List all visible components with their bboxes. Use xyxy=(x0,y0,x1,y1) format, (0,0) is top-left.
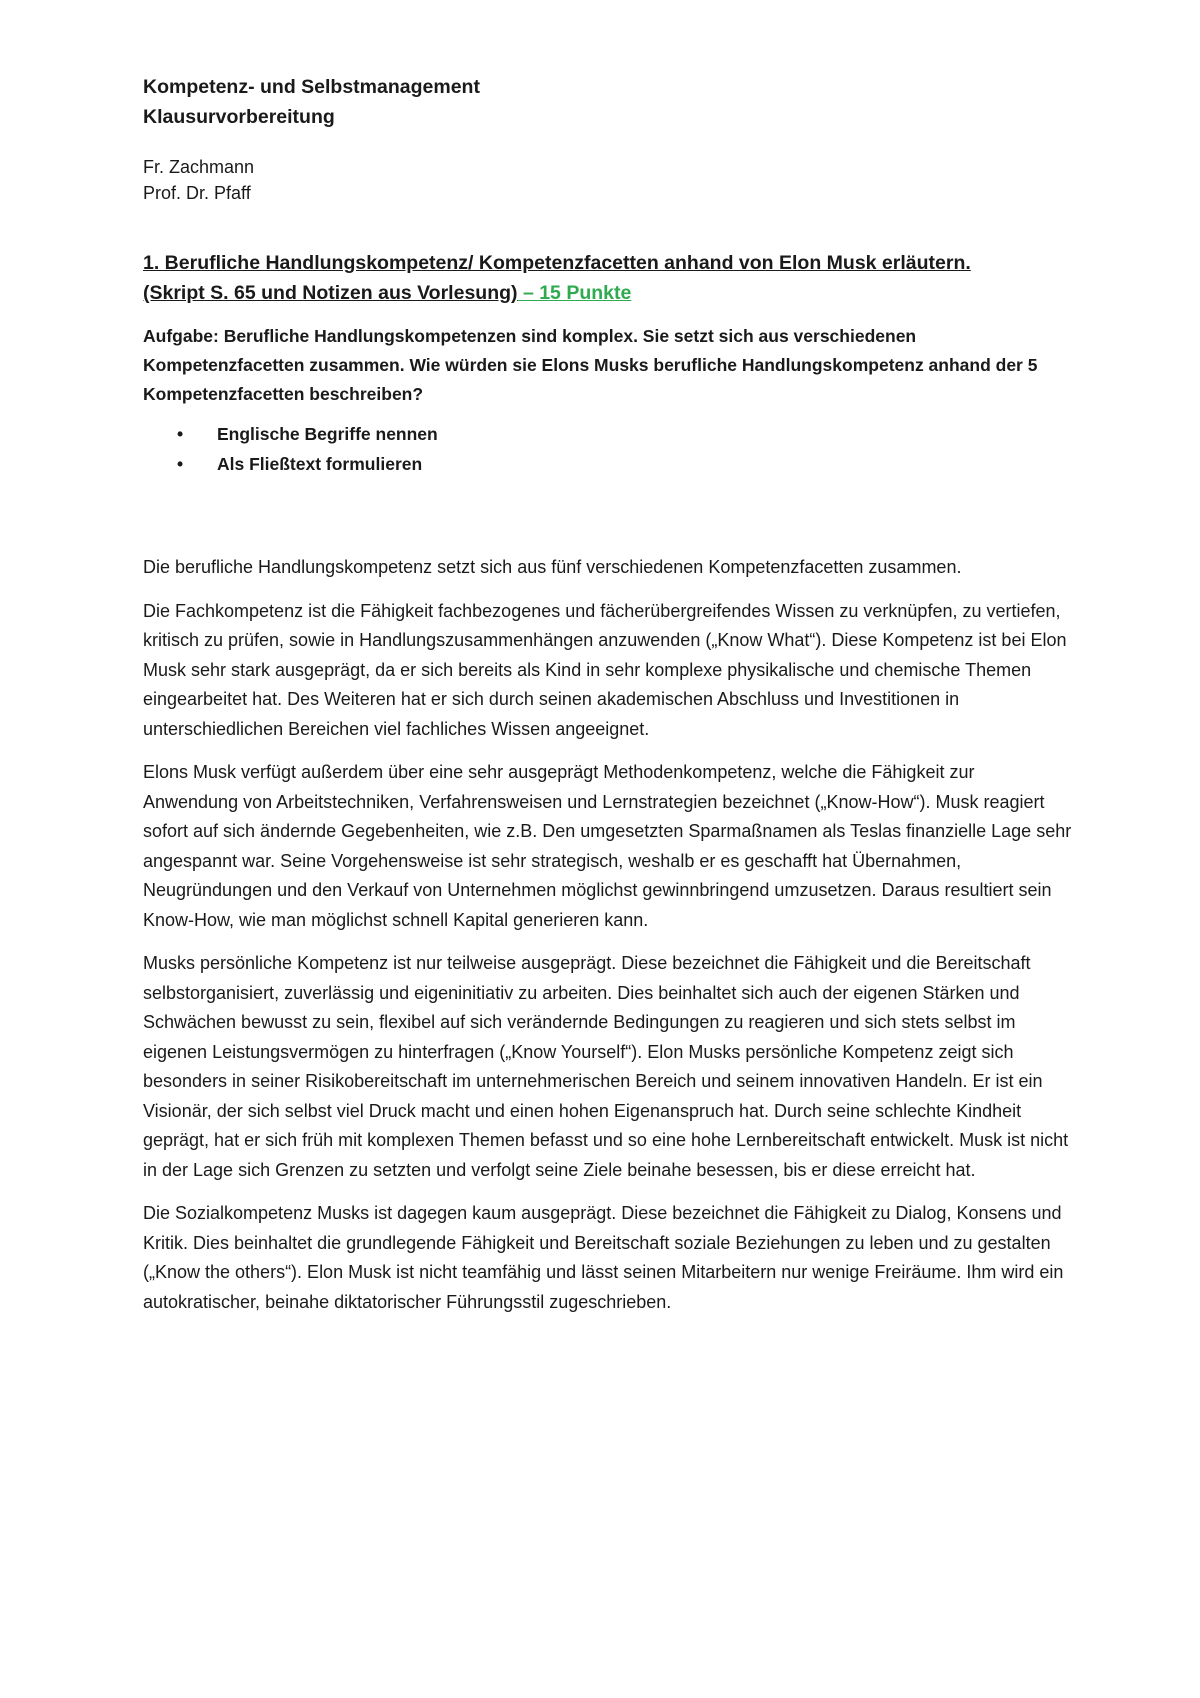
task-description: Aufgabe: Berufliche Handlungskompetenzen sind komplex. Sie setzt sich aus verschiedenen Kompetenzfacetten zusammen. Wie würden sie Elons Musks berufliche Handlungskompetenz anhand der 5 Kompetenzfacetten beschreiben? xyxy=(143,326,1038,404)
answer-methodenkompetenz-paragraph: Elons Musk verfügt außerdem über eine sehr ausgeprägt Methodenkompetenz, welche die Fähigkeit zur Anwendung von Arbeitstechniken, Verfahrensweisen und Lernstrategien bezeichnet („Know-How“). Musk reagiert sofort auf sich ändernde Gegebenheiten, wie z.B. Den umgesetzten Sparmaßnamen als Teslas finanzielle Lage sehr angespannt war. Seine Vorgehensweise ist sehr strategisch, weshalb er es geschafft hat Übernahmen, Neugründungen und den Verkauf von Unternehmen möglichst gewinnbringend umzusetzen. Daraus resultiert sein Know-How, wie man möglichst schnell Kapital generieren kann. xyxy=(143,762,1072,930)
task-bullet-list xyxy=(143,419,1073,479)
bullet-item xyxy=(143,449,1073,479)
bullet-text: Englische Begriffe nennen xyxy=(217,424,438,444)
answer-fachkompetenz-paragraph: Die Fachkompetenz ist die Fähigkeit fachbezogenes und fächerübergreifendes Wissen zu verknüpfen, zu vertiefen, kritisch zu prüfen, sowie in Handlungszusammenhängen anzuwenden („Know What“). Diese Kompetenz ist bei Elon Musk sehr stark ausgeprägt, da er sich bereits als Kind in sehr komplexe physikalische und chemische Themen eingearbeitet hat. Des Weiteren hat er sich durch seinen akademischen Abschluss und Investitionen in unterschiedlichen Bereichen viel fachliches Wissen angeeignet. xyxy=(143,600,1067,739)
bullet-dot: • xyxy=(177,424,184,444)
authors-block xyxy=(143,154,1073,206)
author-pfaff: Prof. Dr. Pfaff xyxy=(143,183,251,203)
task-heading-source: (Skript S. 65 und Notizen aus Vorlesung) xyxy=(143,282,518,304)
bullet-text: Als Fließtext formulieren xyxy=(217,454,423,474)
title-line-subtitle: Klausurvorbereitung xyxy=(143,106,335,128)
task-heading xyxy=(143,248,1073,308)
title-line-course: Kompetenz- und Selbstmanagement xyxy=(143,76,480,98)
task-heading-title: 1. Berufliche Handlungskompetenz/ Kompetenzfacetten anhand von Elon Musk erläutern. xyxy=(143,252,971,274)
document-page xyxy=(143,72,1073,1331)
bullet-dot: • xyxy=(177,454,184,474)
document-title xyxy=(143,72,1073,132)
answer-sozialkompetenz-paragraph: Die Sozialkompetenz Musks ist dagegen kaum ausgeprägt. Diese bezeichnet die Fähigkeit zu Dialog, Konsens und Kritik. Dies beinhaltet die grundlegende Fähigkeit und Bereitschaft soziale Beziehungen zu leben und zu gestalten („Know the others“). Elon Musk ist nicht teamfähig und lässt seinen Mitarbeitern nur wenige Freiräume. Ihm wird ein autokratischer, beinahe diktatorischer Führungsstil zugeschrieben. xyxy=(143,1203,1064,1312)
author-zachmann: Fr. Zachmann xyxy=(143,157,255,177)
bullet-item xyxy=(143,419,1073,449)
answer-persoenliche-kompetenz-paragraph: Musks persönliche Kompetenz ist nur teilweise ausgeprägt. Diese bezeichnet die Fähigkeit und die Bereitschaft selbstorganisiert, zuverlässig und eigeninitiativ zu arbeiten. Dies beinhaltet sich auch der eigenen Stärken und Schwächen bewusst zu sein, flexibel auf sich verändernde Bedingungen zu reagieren und sich stets selbst im eigenen Leistungsvermögen zu hinterfragen („Know Yourself“). Elon Musks persönliche Kompetenz zeigt sich besonders in seiner Risikobereitschaft im unternehmerischen Bereich und seinem innovativen Handeln. Er ist ein Visionär, der sich selbst viel Druck macht und einen hohen Eigenanspruch hat. Durch seine schlechte Kindheit geprägt, hat er sich früh mit komplexen Themen befasst und so eine hohe Lernbereitschaft entwickelt. Musk ist nicht in der Lage sich Grenzen zu setzten und verfolgt seine Ziele beinahe besessen, bis er diese erreicht hat. xyxy=(143,953,1069,1180)
answer-section xyxy=(143,553,1073,1317)
answer-intro-paragraph: Die berufliche Handlungskompetenz setzt sich aus fünf verschiedenen Kompetenzfacetten zusammen. xyxy=(143,557,962,577)
task-points: – 15 Punkte xyxy=(517,282,632,304)
